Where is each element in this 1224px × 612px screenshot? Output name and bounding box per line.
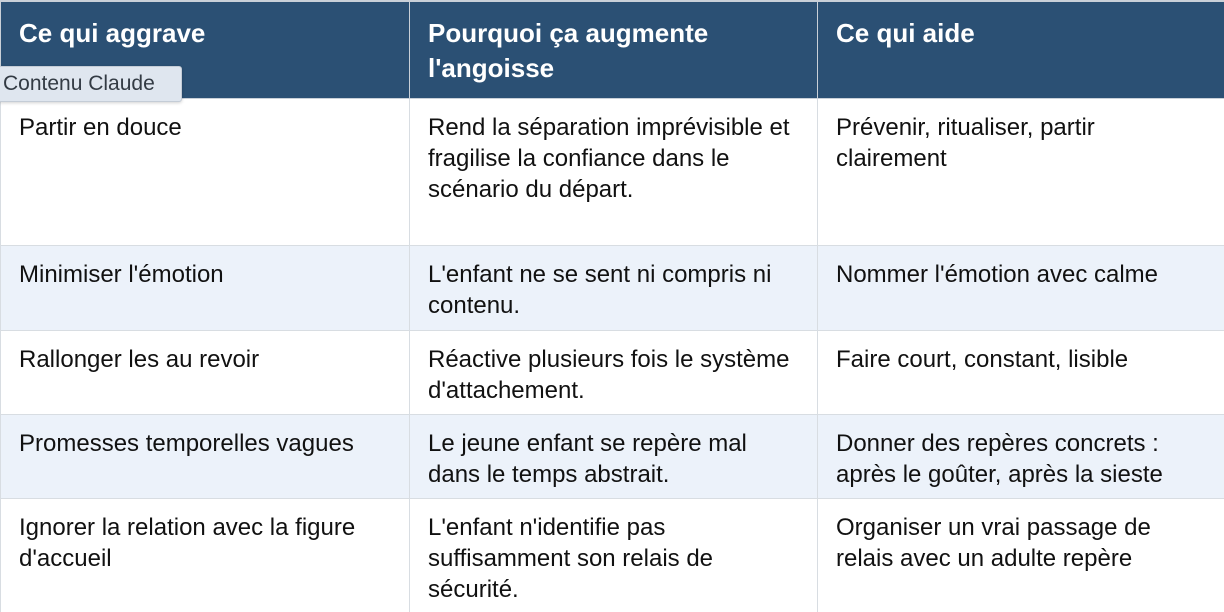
cell-aggravating: Promesses temporelles vagues — [1, 415, 410, 499]
table-row — [1, 99, 1224, 246]
cell-why: Réactive plusieurs fois le système d'attachement. — [410, 331, 818, 415]
cell-aggravating: Partir en douce — [1, 99, 410, 246]
cell-helps: Prévenir, ritualiser, partir clairement — [818, 99, 1224, 246]
cell-helps: Organiser un vrai passage de relais avec un adulte repère — [818, 499, 1224, 612]
content-source-tooltip: Contenu Claude — [0, 66, 182, 102]
table-row — [1, 331, 1224, 415]
cell-helps: Donner des repères concrets : après le goûter, après la sieste — [818, 415, 1224, 499]
column-header-helps: Ce qui aide — [818, 1, 1224, 99]
cell-aggravating: Ignorer la relation avec la figure d'accueil — [1, 499, 410, 612]
table-row — [1, 499, 1224, 612]
table-row — [1, 246, 1224, 331]
cell-helps: Faire court, constant, lisible — [818, 331, 1224, 415]
column-header-why: Pourquoi ça augmente l'angoisse — [410, 1, 818, 99]
table-row — [1, 415, 1224, 499]
cell-aggravating: Minimiser l'émotion — [1, 246, 410, 331]
cell-why: Le jeune enfant se repère mal dans le temps abstrait. — [410, 415, 818, 499]
cell-why: L'enfant n'identifie pas suffisamment son relais de sécurité. — [410, 499, 818, 612]
table-header-row — [1, 1, 1224, 99]
cell-aggravating: Rallonger les au revoir — [1, 331, 410, 415]
cell-why: Rend la séparation imprévisible et fragilise la confiance dans le scénario du départ. — [410, 99, 818, 246]
cell-helps: Nommer l'émotion avec calme — [818, 246, 1224, 331]
cell-why: L'enfant ne se sent ni compris ni contenu. — [410, 246, 818, 331]
column-header-aggravating: Ce qui aggrave — [1, 1, 410, 99]
